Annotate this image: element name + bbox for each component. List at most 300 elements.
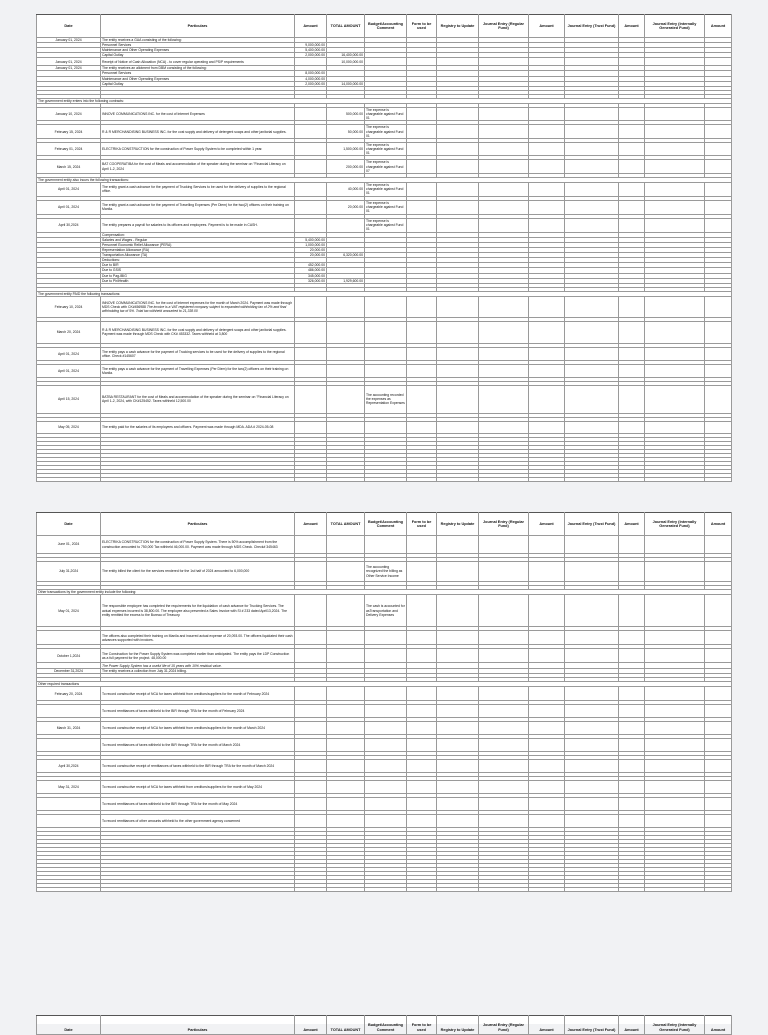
table-row [37,631,732,645]
entry-cell [705,296,732,317]
entry-cell [705,160,732,173]
entry-cell [437,815,479,828]
date-cell: December 31,2024 [37,669,101,674]
entry-cell [407,562,437,582]
entry-cell [437,888,479,892]
column-header: Amount [705,513,732,536]
entry-cell [529,296,565,317]
entry-cell [565,364,619,377]
amount-cell: 5,400,000.00 [295,48,327,53]
entry-cell [619,321,645,343]
entry-cell [529,218,565,232]
particulars-text: Maintenance and Other Operating Expenses [102,76,170,81]
entry-cell [407,421,437,433]
column-header: Registry to Update [437,513,479,536]
amount-cell [295,888,327,892]
date-cell [37,888,101,892]
column-header: Date [37,1016,101,1035]
entry-cell [479,705,529,718]
entry-cell [479,143,529,156]
particulars-text: BAT COOPERATIBA for the cost of Meals and accommodation of the speaker during the seminar on "Financial Literacy on April 1-2, 2024 [102,162,286,171]
entry-cell [619,364,645,377]
budget-comment-cell [365,477,407,481]
entry-cell [619,125,645,139]
entry-cell [619,595,645,627]
particulars-cell [101,58,295,66]
entry-cell [529,631,565,645]
budget-comment-cell [365,687,407,701]
column-header: Date [37,15,101,38]
entry-cell [705,739,732,752]
particulars-text: R & R MERCHANDISING BUSINESS INC. for the cost supply and delivery of detergent soaps and other janitorial supplies. [102,129,287,134]
entry-cell [479,321,529,343]
entry-cell [479,477,529,481]
entry-cell [479,631,529,645]
entry-cell [479,595,529,627]
entry-cell [437,739,479,752]
entry-cell [705,385,732,413]
particulars-text: The entity pays a cash advance for the payment of Trucking services to be used for the delivery of supplies to the regional office. Check #145607 [102,349,285,358]
particulars-cell [101,421,295,433]
entry-cell [619,421,645,433]
budget-comment-cell [365,781,407,794]
entry-cell [565,385,619,413]
entry-cell [479,798,529,811]
entry-cell [565,739,619,752]
worksheet-page-2 [36,512,731,892]
entry-cell [619,722,645,735]
total-amount-cell [327,760,365,773]
particulars-cell [101,182,295,196]
entry-cell [479,385,529,413]
entry-cell [645,385,705,413]
section-heading: The government entity also incurs the following transactions: [37,177,732,182]
entry-cell [437,798,479,811]
date-cell: April 01, 2024 [37,347,101,360]
date-cell: June 01, 2024 [37,536,101,554]
column-header: Budget/Accounting Comment [365,1016,407,1035]
budget-comment-cell: The expense is chargeable against Fund 07 [365,160,407,173]
entry-cell [565,888,619,892]
date-cell: March 15, 2024 [37,160,101,173]
budget-comment-cell: The expense is chargeable against Fund 01 [365,143,407,156]
entry-cell [407,722,437,735]
particulars-text: The entity billed the client for the services rendered for the 1st half of 2024 amounted to 6,000,000 [102,569,250,574]
entry-cell [407,364,437,377]
entry-cell [407,536,437,554]
entry-cell [407,477,437,481]
amount-cell [295,705,327,718]
date-cell: February 10, 2024 [37,296,101,317]
column-header: Amount [295,1016,327,1035]
amount-cell: 8,000,000.00 [295,71,327,76]
entry-cell [619,705,645,718]
entry-cell [407,58,437,66]
date-cell: April 01, 2024 [37,182,101,196]
column-header: Date [37,513,101,536]
column-header: Form to be used [407,513,437,536]
total-amount-cell [327,739,365,752]
amount-cell [295,58,327,66]
entry-cell [705,687,732,701]
amount-cell [295,815,327,828]
entry-cell [705,125,732,139]
column-header: Amount [529,513,565,536]
particulars-text: The entity grant a cash advance for the payment of Travelling Expenses (Per Diem) for the two(2) officers on their training on Manila. [102,203,289,212]
entry-cell [705,760,732,773]
column-header: Amount [619,15,645,38]
budget-comment-cell: The expense is chargeable against Fund 01 [365,218,407,232]
entry-cell [407,705,437,718]
particulars-text: Compensation: [102,232,125,237]
entry-cell [705,536,732,554]
entry-cell [645,364,705,377]
entry-cell [705,631,732,645]
total-amount-cell [327,595,365,627]
entry-cell [645,781,705,794]
entry-cell [529,536,565,554]
entry-cell [479,364,529,377]
entry-cell [407,218,437,232]
entry-cell [529,125,565,139]
entry-cell [529,321,565,343]
total-amount-cell [327,631,365,645]
table-row [37,160,732,173]
entry-cell [529,562,565,582]
entry-cell [565,705,619,718]
entry-cell [529,649,565,663]
particulars-text: The entity paid for the salaries of its employees and officers. Payment was made through MDA. ADA # 2024-05-08 [102,425,274,430]
total-amount-cell [327,296,365,317]
entry-cell [619,631,645,645]
particulars-cell [101,218,295,232]
entry-cell [529,58,565,66]
entry-cell [479,562,529,582]
date-cell: April 30,2024 [37,760,101,773]
particulars-cell [101,296,295,317]
particulars-text: To record remittances of taxes withheld to the BIR through TRA for the month of March 2024 [102,743,241,748]
entry-cell [705,705,732,718]
total-amount-cell: 50,000.00 [327,125,365,139]
entry-cell [565,160,619,173]
entry-cell [705,421,732,433]
entry-cell [565,536,619,554]
entry-cell [529,107,565,120]
entry-cell [565,722,619,735]
entry-cell [705,182,732,196]
amount-cell: 4,000,000.00 [295,76,327,81]
budget-comment-cell [365,649,407,663]
column-header: Journal Entry (Trust Fund) [565,513,619,536]
date-cell: January 01, 2024 [37,38,101,43]
entry-cell [407,649,437,663]
column-header: Form to be used [407,15,437,38]
particulars-text: To record constructive receipt of remittances of taxes withheld to the BIR through TRA for the month of March 2024 [102,764,275,769]
date-cell: February 20, 2024 [37,687,101,701]
rows-page-2 [37,536,732,892]
particulars-text: To record constructive receipt of NCA for taxes withheld from creditors/suppliers for the month of February 2024 [102,691,270,696]
amount-cell [295,631,327,645]
header-row [37,513,732,536]
amount-cell [295,595,327,627]
entry-cell [645,888,705,892]
worksheet-page-1 [36,14,731,482]
entry-cell [479,781,529,794]
budget-comment-cell [365,888,407,892]
column-header: Journal Entry (Regular Fund) [479,15,529,38]
entry-cell [619,687,645,701]
total-amount-cell [327,218,365,232]
entry-cell [479,722,529,735]
entry-cell [619,200,645,214]
entry-cell [705,722,732,735]
entry-cell [407,815,437,828]
entry-cell [565,687,619,701]
budget-comment-cell [365,58,407,66]
particulars-text: To record remittances of taxes withheld to the BIR through TRA for the month of February 2024 [102,709,245,714]
date-cell [37,705,101,718]
amount-cell: 1,000,000.00 [295,242,327,247]
transactions-table-page-1 [36,14,732,482]
date-cell: February 01, 2024 [37,143,101,156]
table-row [37,888,732,892]
column-header: Journal Entry (Trust Fund) [565,15,619,38]
entry-cell [565,321,619,343]
entry-cell [479,218,529,232]
particulars-text: Due to GSIS [102,268,122,273]
entry-cell [645,347,705,360]
entry-cell [529,760,565,773]
particulars-cell [101,477,295,481]
total-amount-cell: 1,929,600.00 [327,278,365,283]
particulars-cell [101,200,295,214]
particulars-text: INNOVE COMMUNICATIONS INC. for the cost of Internet expenses for the month of March 2024. Payment was made through MDS Check with CK#456988 [102,300,293,309]
column-header: Particulars [101,1016,295,1035]
entry-cell [565,815,619,828]
entry-cell [565,798,619,811]
date-cell: April 15, 2024 [37,385,101,413]
entry-cell [565,218,619,232]
total-amount-cell: 1,500,000.00 [327,143,365,156]
entry-cell [407,687,437,701]
entry-cell [705,218,732,232]
total-amount-cell [327,798,365,811]
amount-cell: 486,000.00 [295,268,327,273]
entry-cell [705,477,732,481]
date-cell: May 31, 2024 [37,781,101,794]
particulars-text: To record constructive receipt of NCA for taxes withheld from creditors/suppliers for the month of March 2024 [102,726,266,731]
entry-cell [529,781,565,794]
table-row [37,739,732,752]
entry-cell [479,649,529,663]
amount-cell [295,200,327,214]
entry-cell [565,107,619,120]
section-heading: The government entity enters into the following contracts: [37,98,732,103]
entry-cell [705,562,732,582]
total-amount-cell [327,477,365,481]
header-row [37,1016,732,1035]
entry-cell [479,739,529,752]
entry-cell [479,687,529,701]
date-cell: January 10, 2024 [37,107,101,120]
entry-cell [479,815,529,828]
entry-cell [565,477,619,481]
table-row [37,815,732,828]
entry-cell [437,58,479,66]
entry-cell [645,107,705,120]
particulars-cell [101,705,295,718]
entry-cell [407,143,437,156]
particulars-cell [101,385,295,413]
total-amount-cell: 16,400,000.00 [327,53,365,58]
total-amount-cell [327,888,365,892]
particulars-cell [101,631,295,645]
table-row [37,798,732,811]
amount-cell [295,296,327,317]
amount-cell [295,562,327,582]
entry-cell [437,536,479,554]
amount-cell [295,477,327,481]
transactions-table-page-2 [36,512,732,892]
entry-cell [705,815,732,828]
column-header: Amount [705,1016,732,1035]
entry-cell [479,296,529,317]
entry-cell [619,781,645,794]
entry-cell [407,347,437,360]
entry-cell [705,321,732,343]
entry-cell [479,125,529,139]
particulars-text: To record remittances of taxes withheld to the BIR through TRA for the month of May 2024 [102,802,238,807]
entry-cell [437,781,479,794]
rows-page-1 [37,38,732,482]
entry-cell [705,143,732,156]
column-header: Journal Entry (Regular Fund) [479,1016,529,1035]
particulars-text: Transportation Allowance (TA) [102,253,148,258]
column-header: Journal Entry (Regular Fund) [479,513,529,536]
entry-cell [479,760,529,773]
amount-cell: 20,000.00 [295,253,327,258]
entry-cell [529,687,565,701]
entry-cell [437,649,479,663]
entry-cell [479,160,529,173]
entry-cell [619,888,645,892]
entry-cell [529,722,565,735]
total-amount-cell [327,815,365,828]
budget-comment-cell [365,536,407,554]
particulars-text: ELECTRIKA CONSTRUCTION for the construction of Power Supply System to be completed within 1 year. [102,147,263,152]
entry-cell [619,58,645,66]
entry-cell [705,888,732,892]
entry-cell [619,385,645,413]
entry-cell [529,385,565,413]
entry-cell [565,649,619,663]
particulars-text: The Construction for the Power Supply System was completed earlier than anticipated. The entity pays the LDP Construction as a full payment for the project. 48,000.00 [102,651,290,660]
entry-cell [565,347,619,360]
entry-cell [645,536,705,554]
date-cell [37,798,101,811]
entry-cell [645,218,705,232]
particulars-text: The entity receives an allotment from DBM consisting of the following: [102,66,207,71]
column-header: Amount [619,1016,645,1035]
amount-cell [295,385,327,413]
entry-cell [645,631,705,645]
particulars-text: Receipt of Notice of Cash Allocation (NCA) - to cover regular operating and PS/P requirements [102,59,244,64]
entry-cell [619,798,645,811]
entry-cell [565,760,619,773]
entry-cell [565,200,619,214]
budget-comment-cell [365,631,407,645]
column-header: Journal Entry (Internally Generated Fund) [645,513,705,536]
entry-cell [437,296,479,317]
entry-cell [619,739,645,752]
amount-cell [295,781,327,794]
entry-cell [645,687,705,701]
particulars-text: ELECTRIKA CONSTRUCTION for the construction of Power Supply System. There is 50% accomplishment from the construction amounted to 750,000 Tax withheld 46,000.00. Payment was made through MDS Check. Check# 345463 [102,540,278,549]
particulars-text: R & R MERCHANDISING BUSINESS INC. for the cost supply and delivery of detergent soaps and other janitorial supplies. Payment was made through MDS Check with CK# 453332. Taxes withheld at 3,800 [102,328,287,337]
table-row [37,296,732,317]
amount-cell [295,739,327,752]
amount-cell [295,364,327,377]
particulars-cell [101,347,295,360]
amount-cell [295,107,327,120]
entry-cell [407,739,437,752]
entry-cell [529,798,565,811]
total-amount-cell: 20,000.00 [327,200,365,214]
entry-cell [645,296,705,317]
amount-cell [295,798,327,811]
particulars-cell [101,760,295,773]
entry-cell [619,182,645,196]
particulars-cell [101,781,295,794]
entry-cell [407,200,437,214]
entry-cell [565,562,619,582]
entry-cell [705,107,732,120]
table-row [37,477,732,481]
column-header: TOTAL AMOUNT [327,15,365,38]
table-row [37,364,732,377]
particulars-text: To record constructive receipt of NCA for taxes withheld from creditors/suppliers for the month of May 2024 [102,785,262,790]
amount-cell: 20,000.00 [295,248,327,253]
entry-cell [645,760,705,773]
column-header: Amount [295,513,327,536]
entry-cell [529,477,565,481]
section-heading: Other transactions by the government entity include the following: [37,590,732,595]
table-row [37,722,732,735]
table-row [37,705,732,718]
particulars-text: INNOVE COMMUNICATIONS INC. for the cost of Internet Expenses [102,111,205,116]
entry-cell [407,798,437,811]
worksheet-page-3-top [36,1015,731,1032]
date-cell: July 31,2024 [37,562,101,582]
entry-cell [619,160,645,173]
entry-cell [705,58,732,66]
particulars-cell [101,536,295,554]
entry-cell [645,705,705,718]
entry-cell [529,347,565,360]
date-cell: October 1,2024 [37,649,101,663]
budget-comment-cell: The expense is chargeable against Fund 01 [365,125,407,139]
column-header: Journal Entry (Internally Generated Fund) [645,1016,705,1035]
entry-cell [407,160,437,173]
particulars-cell [101,562,295,582]
entry-cell [529,815,565,828]
entry-cell [407,296,437,317]
entry-cell [645,798,705,811]
entry-cell [619,107,645,120]
entry-cell [705,364,732,377]
entry-cell [437,143,479,156]
column-header: Journal Entry (Trust Fund) [565,1016,619,1035]
